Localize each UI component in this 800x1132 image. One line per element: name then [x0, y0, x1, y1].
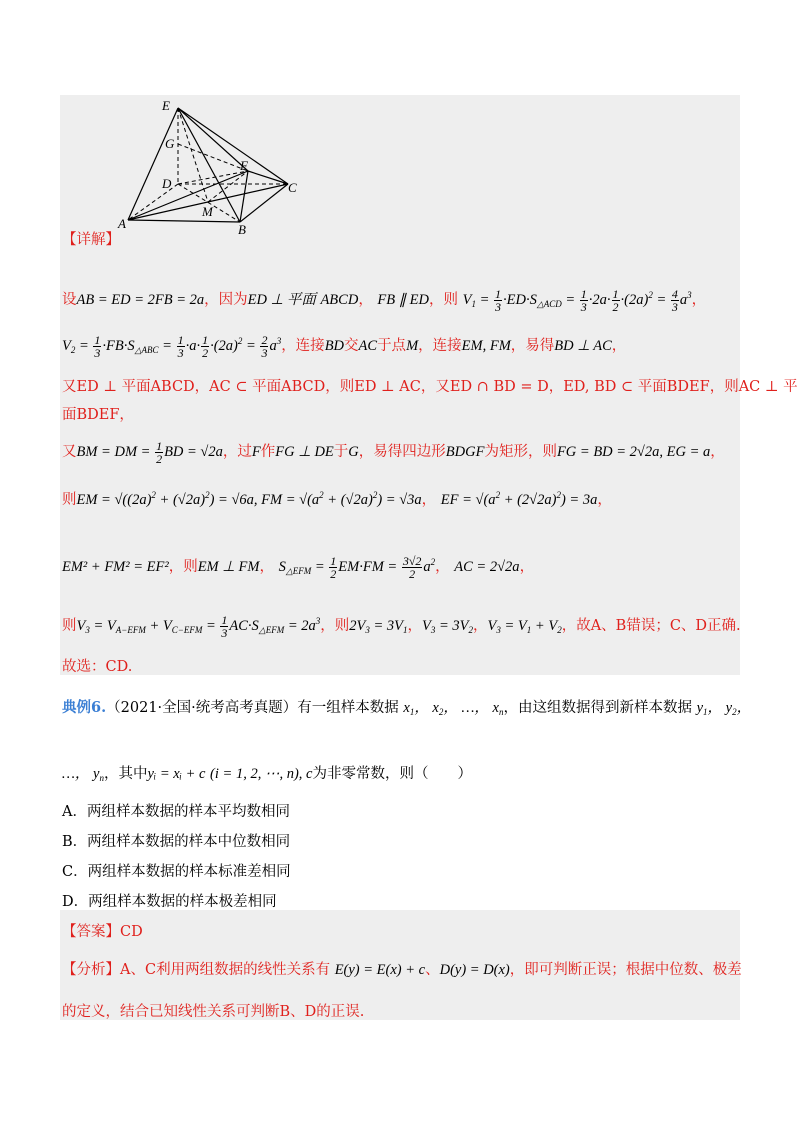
label-G: G [165, 136, 175, 151]
eq: (i = 1, 2, ⋯, n), c [210, 766, 313, 782]
eq: E(y) = E(x) + c [334, 962, 426, 978]
text: （2021·全国·统考高考真题）有一组样本数据 [106, 700, 399, 716]
label-C: C [288, 180, 297, 195]
text: 则 [62, 492, 77, 508]
eq: BDGF [445, 444, 485, 460]
text: ， [435, 559, 450, 575]
x-sequence: $x_1$， $x_2$， …， $x_n$ [403, 700, 504, 717]
text: ， [407, 618, 423, 634]
solution-line-8 [62, 614, 741, 639]
solution-line-2 [62, 334, 626, 359]
text: ，则 [320, 618, 350, 634]
solution-line-4: 面BDEF， [62, 407, 134, 423]
option-a[interactable]: A．两组样本数据的样本平均数相同 [62, 804, 290, 820]
text: ， [473, 618, 488, 634]
eq: AC [358, 338, 378, 354]
y-n: …， $y_n$ [62, 766, 104, 783]
label-A: A [118, 216, 126, 231]
label-E: E [162, 98, 170, 113]
v3-eq: $V_3 = V_{A-EFM} + V_{C-EFM}$ = $\frac{1}{3}$ $AC\cdot S_{\triangle EFM} = 2a^3$ [76, 613, 321, 641]
text: A、C利用两组数据的线性关系有 [120, 962, 331, 978]
example-label: 典例6. [62, 699, 107, 716]
eq-v3-v2: $V_3 = 3V_2$ [422, 618, 474, 635]
eq: EM, FM [461, 338, 511, 354]
eq: M [406, 338, 419, 354]
eq-v3-sum: $V_3 = V_1 + V_2$ [487, 618, 562, 635]
eq: FG ⊥ DE [275, 444, 334, 460]
eq: EM ⊥ FM [197, 559, 260, 575]
option-b[interactable]: B．两组样本数据的样本中位数相同 [62, 834, 291, 850]
text: ， [519, 559, 535, 575]
v2-formula: $V_2$ = $\frac{1}{3}$ $\cdot FB\cdot S_{\triangle ABC}$ = $\frac{1}{3}$ ·a· $\frac{1}{2}$ $\cdot(2a)^2$ = $\frac{2}{3}$ $a^3$ [62, 333, 282, 361]
eq: AB = ED = 2FB = 2a [76, 292, 205, 308]
text: ， [710, 444, 725, 460]
detail-label: 【详解】 [62, 232, 120, 248]
text: 设 [62, 292, 77, 308]
text: ， [358, 292, 373, 308]
analysis-line-1 [62, 958, 742, 979]
eq: BD ⊥ AC [554, 338, 612, 354]
text: ，即可判断正误；根据中位数、极差 [509, 962, 742, 978]
bm-eq: BM = DM = $\frac{1}{2}$ BD = √2a [76, 439, 223, 467]
label-D: D [162, 176, 172, 191]
text: 则 [62, 618, 77, 634]
answer-value: CD [120, 924, 143, 940]
em-fm-eq: EM = $√((2a)^2 + (√2a)^2) = √6a$, FM = $√(a^2 + (√2a)^2) = √3a$ [76, 490, 422, 508]
text: ， [611, 338, 627, 354]
eq: AC = 2√2a [454, 559, 520, 575]
text: 作 [260, 444, 276, 460]
eq: ED ⊥ 平面 [247, 292, 316, 308]
ef-eq: EF = $√(a^2 + (2√2a)^2) = 3a$ [440, 490, 598, 508]
eq: EM² + FM² = EF² [62, 559, 169, 575]
text: ，其中 [103, 766, 148, 782]
eq: yᵢ = xᵢ + c [147, 766, 206, 782]
analysis-label: 【分析】 [62, 962, 120, 978]
text: ，因为 [204, 292, 248, 308]
text: ，易得 [510, 338, 555, 354]
s-efm-eq: $S_{\triangle EFM}$ = $\frac{1}{2}$ EM·FM = $\frac{3√2}{2}$ $a^2$ [278, 554, 436, 582]
text: ，连接 [418, 338, 462, 354]
solution-line-9: 故选：CD. [62, 659, 133, 675]
eq: D(y) = D(x) [439, 962, 510, 978]
text: 、 [425, 962, 440, 978]
label-M: M [202, 204, 213, 219]
text: ， [259, 559, 274, 575]
text: ，由这组数据得到新样本数据 [503, 700, 692, 716]
answer-label: 【答案】 [62, 924, 120, 940]
text: ，故A、B错误；C、D正确. [561, 618, 741, 634]
solution-line-1: 设AB = ED = 2FB = 2a，因为ED ⊥ 平面 ABCD， FB ∥ ED，则 $V_1$ = $\frac{1}{3}$ $\cdot ED\cdot S_{\triangle ACD}$ = $\frac{1}{3}$ ·2a· $\frac{1}{2}$ $\cdot(2a)^2$ = $\frac{4}{3}$ $a^3$， [62, 287, 707, 315]
text: ， [421, 492, 437, 508]
eq: BD [324, 338, 345, 354]
text: 为非零常数，则（ ） [312, 766, 472, 782]
eq: G [348, 444, 359, 460]
eq-2v3: $2V_3 = 3V_1$ [349, 618, 408, 635]
text: 于 [333, 444, 349, 460]
text: 又 [62, 444, 77, 460]
label-F: F [240, 158, 248, 173]
solution-line-7 [62, 555, 534, 580]
solution-line-5 [62, 440, 725, 465]
y-sequence: $y_1$， $y_2$， [696, 700, 752, 717]
text: ，过 [222, 444, 252, 460]
option-c[interactable]: C．两组样本数据的样本标准差相同 [62, 864, 291, 880]
analysis-line-2: 的定义，结合已知线性关系可判断B、D的正误. [62, 1004, 365, 1020]
text: ，则 [168, 559, 198, 575]
solution-line-6: 则EM = $√((2a)^2 + (√2a)^2) = √6a$, FM = $√(a^2 + (√2a)^2) = √3a$， EF = $√(a^2 + (2√2a)^2) = 3a$， [62, 490, 612, 508]
example-line-2 [62, 762, 472, 783]
eq: ABCD [320, 292, 359, 308]
eq: F [251, 444, 261, 460]
text: ，易得四边形 [358, 444, 446, 460]
v1-formula: $V_1$ = $\frac{1}{3}$ $\cdot ED\cdot S_{\triangle ACD}$ = $\frac{1}{3}$ ·2a· $\frac{1}{2}$ $\cdot(2a)^2$ = $\frac{4}{3}$ $a^3$ [462, 287, 692, 315]
geometry-diagram [110, 96, 310, 236]
text: ，则 [428, 292, 458, 308]
example-line-1 [62, 696, 751, 717]
text: 交 [344, 338, 359, 354]
solution-line-3: 又ED ⊥ 平面ABCD，AC ⊂ 平面ABCD，则ED ⊥ AC，又ED ∩ BD = D，ED, BD ⊂ 平面BDEF，则AC ⊥ 平 [62, 379, 798, 395]
label-B: B [238, 222, 246, 236]
text: 为矩形，则 [484, 444, 557, 460]
text: 于点 [377, 338, 407, 354]
text: ，连接 [281, 338, 325, 354]
answer-line [62, 920, 143, 941]
option-d[interactable]: D．两组样本数据的样本极差相同 [62, 894, 277, 910]
eq: FG = BD = 2√2a, EG = a [556, 444, 711, 460]
eq: FB ∥ ED [377, 292, 429, 308]
